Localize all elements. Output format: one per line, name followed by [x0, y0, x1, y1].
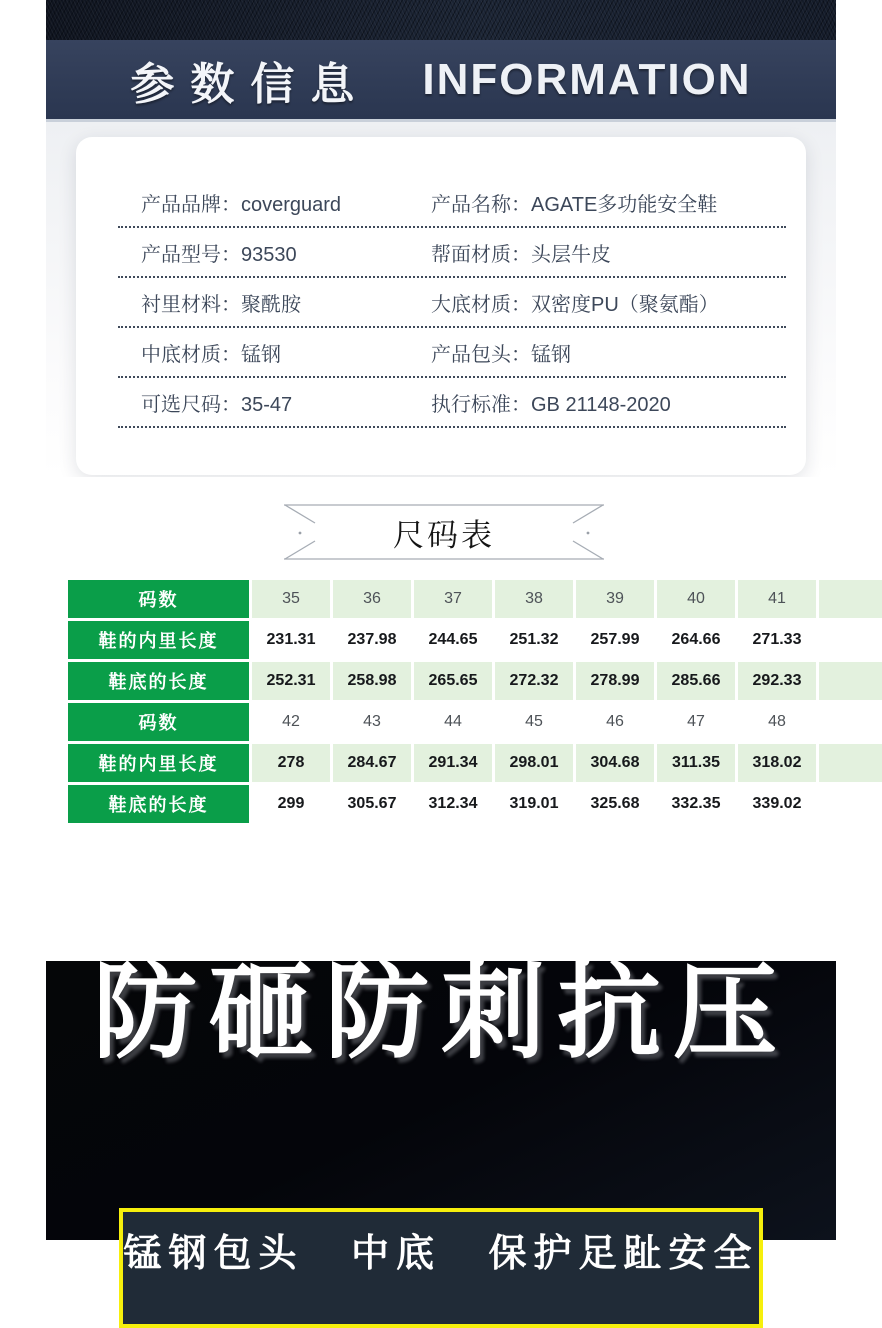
- size-table-row-label: 码数: [68, 703, 249, 741]
- size-table-cell: 264.66: [657, 621, 735, 659]
- spec-row: [118, 328, 786, 378]
- spec-label: 可选尺码：: [141, 393, 241, 416]
- size-table-cell: 265.65: [414, 662, 492, 700]
- size-table-cell: 45: [495, 703, 573, 741]
- size-table-cell: 44: [414, 703, 492, 741]
- spec-value: AGATE多功能安全鞋: [531, 193, 718, 216]
- size-table-cell: 42: [252, 703, 330, 741]
- size-table-cell: 285.66: [657, 662, 735, 700]
- spec-label: 产品包头：: [431, 343, 531, 366]
- product-detail-page: [46, 0, 836, 1275]
- size-table-cell: 36: [333, 580, 411, 618]
- spec-row: [118, 228, 786, 278]
- size-table-cell: 305.67: [333, 785, 411, 823]
- size-table-cell: 278: [252, 744, 330, 782]
- size-table-cell: [819, 744, 882, 782]
- spec-cell: [431, 338, 786, 367]
- size-table-cell: 47: [657, 703, 735, 741]
- section-title-cn: 参数信息: [130, 59, 371, 109]
- size-table-cell: [819, 785, 882, 823]
- spec-cell: [118, 288, 431, 317]
- size-table-row-label: 鞋的内里长度: [68, 744, 249, 782]
- size-table-cell: 258.98: [333, 662, 411, 700]
- feature-sub-banner: [119, 1208, 763, 1328]
- size-table-cell: 332.35: [657, 785, 735, 823]
- spec-value: 聚酰胺: [241, 293, 301, 316]
- size-chart-banner-area: [46, 477, 836, 580]
- spec-value: 锰钢: [241, 343, 281, 366]
- spec-cell: [431, 288, 786, 317]
- spec-value: GB 21148-2020: [531, 393, 671, 416]
- spec-value: 双密度PU（聚氨酯）: [531, 293, 719, 316]
- size-table-cell: 271.33: [738, 621, 816, 659]
- spec-label: 大底材质：: [431, 293, 531, 316]
- size-table-cell: 37: [414, 580, 492, 618]
- size-table-cell: 339.02: [738, 785, 816, 823]
- size-table-cell: 298.01: [495, 744, 573, 782]
- size-table-cell: [819, 580, 882, 618]
- spec-row: [118, 278, 786, 328]
- size-table-cell: 311.35: [657, 744, 735, 782]
- spec-cell: [431, 388, 786, 417]
- size-table-cell: [819, 703, 882, 741]
- spec-section: [46, 122, 836, 477]
- size-table-cell: 284.67: [333, 744, 411, 782]
- spec-cell: [118, 338, 431, 367]
- size-table-clip: [68, 580, 832, 823]
- spec-value: coverguard: [241, 193, 342, 216]
- spec-cell: [118, 188, 431, 217]
- size-table-cell: 312.34: [414, 785, 492, 823]
- spec-label: 执行标准：: [431, 393, 531, 416]
- spec-cell: [118, 238, 431, 267]
- size-table-row-label: 鞋的内里长度: [68, 621, 249, 659]
- spec-label: 产品型号：: [141, 243, 241, 266]
- size-table-cell: [819, 662, 882, 700]
- spec-label: 中底材质：: [141, 343, 241, 366]
- spec-label: 衬里材料：: [141, 293, 241, 316]
- section-title-en: INFORMATION: [422, 54, 752, 104]
- size-table-cell: 304.68: [576, 744, 654, 782]
- spec-row: [118, 178, 786, 228]
- size-table-cell: 231.31: [252, 621, 330, 659]
- feature-headline: 防砸防刺抗压: [92, 955, 789, 1071]
- size-table-cell: 35: [252, 580, 330, 618]
- size-table-section: [46, 580, 836, 823]
- size-table-cell: 318.02: [738, 744, 816, 782]
- spec-value: 锰钢: [531, 343, 571, 366]
- size-table-cell: 46: [576, 703, 654, 741]
- size-table-grid: [68, 580, 882, 823]
- size-table-cell: 39: [576, 580, 654, 618]
- size-table-cell: 41: [738, 580, 816, 618]
- size-table-cell: 319.01: [495, 785, 573, 823]
- size-table-cell: 272.32: [495, 662, 573, 700]
- size-table-cell: 48: [738, 703, 816, 741]
- spec-label: 产品品牌：: [141, 193, 241, 216]
- size-table-cell: 299: [252, 785, 330, 823]
- size-table-cell: 292.33: [738, 662, 816, 700]
- spec-value: 头层牛皮: [531, 243, 611, 266]
- size-table-cell: [819, 621, 882, 659]
- spec-value: 93530: [241, 243, 297, 266]
- denim-texture-band: [46, 0, 836, 40]
- spacer: [46, 823, 836, 865]
- spec-row: [118, 378, 786, 428]
- size-table-cell: 291.34: [414, 744, 492, 782]
- size-table-cell: 40: [657, 580, 735, 618]
- size-table-row-label: 鞋底的长度: [68, 785, 249, 823]
- size-table-cell: 278.99: [576, 662, 654, 700]
- size-table-cell: 252.31: [252, 662, 330, 700]
- size-chart-title: 尺码表: [393, 517, 495, 553]
- spec-label: 产品名称：: [431, 193, 531, 216]
- size-table-cell: 237.98: [333, 621, 411, 659]
- size-table-row-label: 鞋底的长度: [68, 662, 249, 700]
- spec-label: 帮面材质：: [431, 243, 531, 266]
- spec-cell: [431, 188, 786, 217]
- ribbon-banner: [284, 504, 604, 560]
- spec-cell: [118, 388, 431, 417]
- size-table-cell: 244.65: [414, 621, 492, 659]
- feature-sub-text: 锰钢包头 中底 保护足趾安全: [123, 1233, 759, 1275]
- size-table-cell: 38: [495, 580, 573, 618]
- spec-card: [76, 137, 806, 475]
- size-table-row-label: 码数: [68, 580, 249, 618]
- spec-cell: [431, 238, 786, 267]
- feature-section: [46, 955, 836, 1275]
- size-table-cell: 325.68: [576, 785, 654, 823]
- size-table-cell: 251.32: [495, 621, 573, 659]
- size-table-cell: 257.99: [576, 621, 654, 659]
- section-header: [46, 40, 836, 122]
- spec-value: 35-47: [241, 393, 293, 416]
- size-table-cell: 43: [333, 703, 411, 741]
